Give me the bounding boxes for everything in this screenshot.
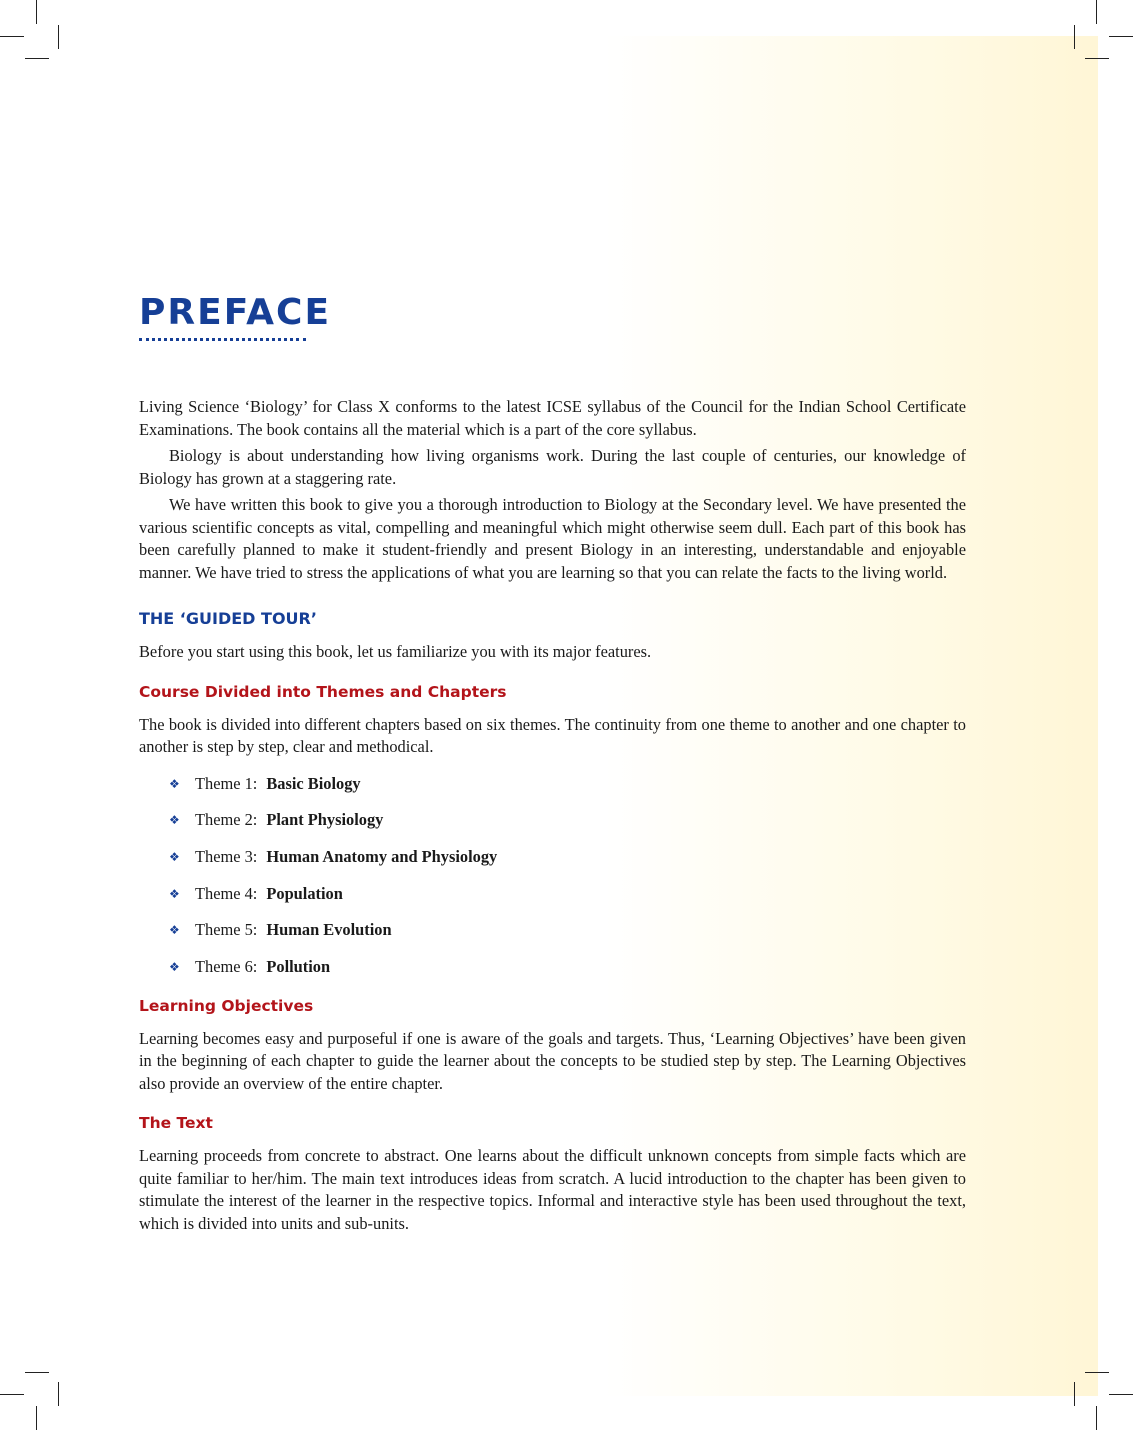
diamond-bullet-icon: ❖ bbox=[169, 959, 180, 974]
crop-mark bbox=[1096, 0, 1097, 24]
learning-objectives-heading: Learning Objectives bbox=[139, 996, 314, 1015]
theme-name: Human Anatomy and Physiology bbox=[266, 846, 498, 866]
theme-name: Population bbox=[266, 883, 343, 903]
crop-mark bbox=[0, 1394, 24, 1395]
theme-name: Basic Biology bbox=[266, 773, 361, 793]
guided-tour-heading: THE ‘GUIDED TOUR’ bbox=[139, 609, 317, 628]
theme-item bbox=[169, 809, 966, 831]
crop-mark bbox=[0, 36, 24, 37]
theme-item bbox=[169, 919, 966, 941]
crop-mark bbox=[1085, 1372, 1109, 1373]
theme-item bbox=[169, 846, 966, 868]
crop-mark bbox=[58, 1382, 59, 1406]
crop-mark bbox=[1096, 1406, 1097, 1430]
theme-label: Theme 1: bbox=[195, 773, 258, 793]
diamond-bullet-icon: ❖ bbox=[169, 813, 180, 828]
course-section-text: The book is divided into different chapters based on six themes. The continuity from one theme to another and one chapter to another is step by step, clear and methodical. bbox=[139, 714, 966, 756]
diamond-bullet-icon: ❖ bbox=[169, 849, 180, 864]
course-section-heading: Course Divided into Themes and Chapters bbox=[139, 682, 507, 701]
theme-label: Theme 4: bbox=[195, 883, 258, 903]
theme-list bbox=[139, 773, 966, 978]
guided-tour-intro: Before you start using this book, let us familiarize you with its major features. bbox=[139, 642, 652, 661]
crop-mark bbox=[25, 1372, 49, 1373]
crop-mark bbox=[36, 0, 37, 24]
learning-objectives-text: Learning becomes easy and purposeful if one is aware of the goals and targets. Thus, ‘Learning Objectives’ have been given in the beginning of each chapter to guide the learner about the concepts to be studied step by step. The Learning Objectives also provide an overview of the entire chapter. bbox=[139, 1028, 966, 1093]
crop-mark bbox=[1085, 58, 1109, 59]
crop-mark bbox=[1074, 1382, 1075, 1406]
page-content bbox=[139, 288, 966, 1235]
the-text-paragraph: Learning proceeds from concrete to abstract. One learns about the difficult unknown concepts from simple facts which are quite familiar to her/him. The main text introduces ideas from scratch. A lucid introduction to the chapter has been given to stimulate the interest of the learner in the respective topics. Informal and interactive style has been used throughout the text, which is divided into units and sub-units. bbox=[139, 1146, 966, 1233]
crop-mark bbox=[25, 58, 49, 59]
theme-item bbox=[169, 956, 966, 978]
crop-mark bbox=[1109, 1394, 1133, 1395]
theme-label: Theme 3: bbox=[195, 846, 258, 866]
crop-mark bbox=[1074, 25, 1075, 49]
intro-paragraph: Living Science ‘Biology’ for Class X conforms to the latest ICSE syllabus of the Council for the Indian School Certificate Examinations. The book contains all the material which is a part of the core syllabus. bbox=[139, 397, 966, 439]
the-text-heading: The Text bbox=[139, 1114, 213, 1133]
theme-label: Theme 2: bbox=[195, 810, 258, 830]
theme-item bbox=[169, 773, 966, 795]
crop-mark bbox=[36, 1406, 37, 1430]
theme-name: Pollution bbox=[266, 956, 331, 976]
diamond-bullet-icon: ❖ bbox=[169, 776, 180, 791]
crop-mark bbox=[58, 25, 59, 49]
theme-item bbox=[169, 883, 966, 905]
theme-name: Plant Physiology bbox=[266, 810, 384, 830]
intro-paragraph: Biology is about understanding how living organisms work. During the last couple of centuries, our knowledge of Biology has grown at a staggering rate. bbox=[139, 446, 966, 488]
page-title: PREFACE bbox=[139, 292, 332, 333]
intro-paragraph: We have written this book to give you a thorough introduction to Biology at the Secondary level. We have presented the various scientific concepts as vital, compelling and meaningful which might otherwise seem dull. Each part of this book has been carefully planned to make it student-friendly and present Biology in an interesting, understandable and enjoyable manner. We have tried to stress the applications of what you are learning so that you can relate the facts to the living world. bbox=[139, 495, 966, 582]
title-underline bbox=[139, 338, 306, 341]
diamond-bullet-icon: ❖ bbox=[169, 923, 180, 938]
diamond-bullet-icon: ❖ bbox=[169, 886, 180, 901]
theme-label: Theme 6: bbox=[195, 956, 258, 976]
theme-label: Theme 5: bbox=[195, 920, 258, 940]
theme-name: Human Evolution bbox=[266, 920, 392, 940]
crop-mark bbox=[1109, 36, 1133, 37]
